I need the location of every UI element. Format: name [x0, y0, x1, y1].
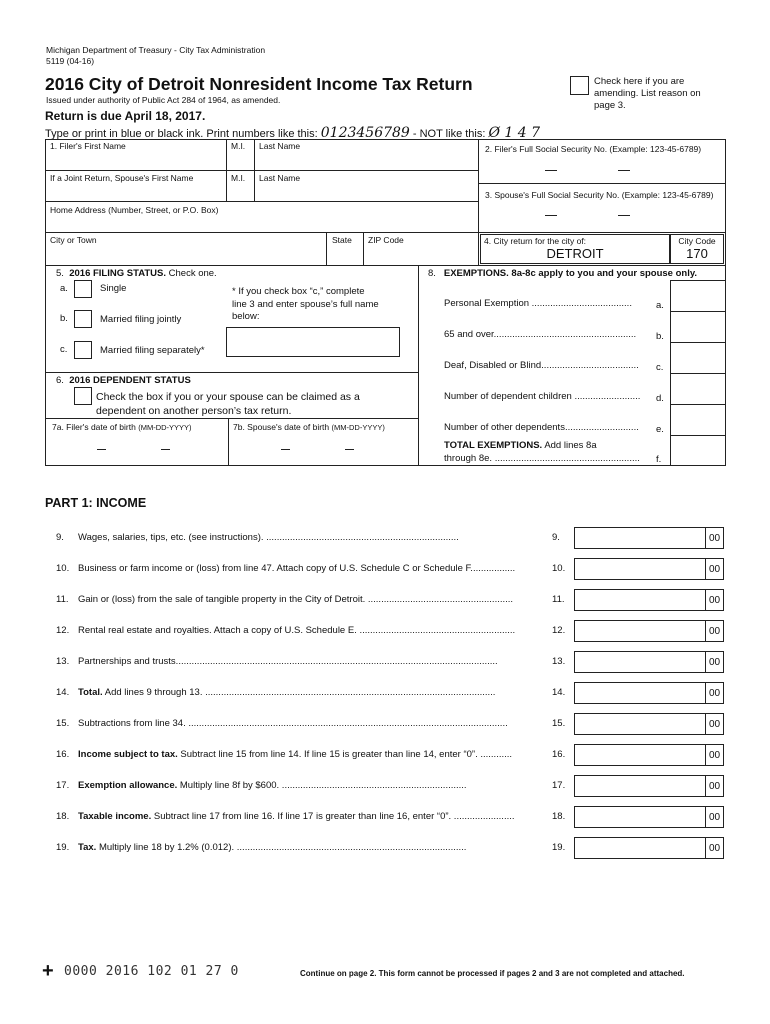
form-number: 5119 (04-16): [46, 56, 95, 66]
first-name-label: 1. Filer's First Name: [50, 141, 126, 151]
income-line: [0, 775, 770, 797]
line-description: [78, 625, 543, 636]
line-bold-label: Taxable income.: [78, 811, 152, 822]
line-ref-number: 11.: [552, 594, 565, 605]
line-ref-number: 15.: [552, 718, 566, 729]
line-number: 10.: [56, 563, 70, 574]
line-description: [78, 842, 543, 853]
income-line: [0, 837, 770, 859]
exemption-row-letter: a.: [656, 300, 664, 311]
line-number: 12.: [56, 625, 70, 636]
exemption-row-label: Personal Exemption ......................................: [444, 298, 632, 309]
line-description: [78, 687, 543, 698]
ink-instructions: Type or print in blue or black ink. Print numbers like this: 0123456789 - NOT like this: Ø 1 4 7: [45, 125, 541, 141]
total-exemptions-letter: f.: [656, 454, 662, 465]
exemption-row-letter: b.: [656, 331, 664, 342]
line-description: [78, 811, 543, 822]
line-description: [78, 780, 543, 791]
amend-checkbox[interactable]: [570, 76, 589, 95]
income-line: [0, 806, 770, 828]
spouse-ssn-label: 3. Spouse's Full Social Security No. (Example: 123-45-6789): [485, 190, 714, 200]
amount-input[interactable]: [574, 775, 724, 797]
city-return-label: 4. City return for the city of:: [484, 236, 587, 246]
line-number: 16.: [56, 749, 70, 760]
amount-input[interactable]: [574, 682, 724, 704]
authority-note: Issued under authority of Public Act 284 of 1964, as amended.: [46, 95, 281, 105]
filing-status-heading: 5. 2016 FILING STATUS. Check one.: [56, 268, 217, 279]
line-description: [78, 656, 543, 667]
line-text: Subtractions from line 34. .........................................................................................................................: [78, 718, 508, 729]
sample-bad-numbers: Ø 1 4 7: [488, 125, 541, 141]
status-c-letter: c.: [60, 344, 68, 355]
total-exemptions-label: TOTAL EXEMPTIONS. Add lines 8a through 8e. .......................................................: [444, 440, 640, 464]
line-text: Subtract line 15 from line 14. If line 15 is greater than line 14, enter “0”. ............: [180, 749, 513, 760]
married-separately-label: Married filing separately*: [100, 345, 205, 356]
line-ref-number: 13.: [552, 656, 566, 667]
status-b-letter: b.: [60, 313, 68, 324]
exemption-row-label: Deaf, Disabled or Blind.....................................: [444, 360, 639, 371]
page-title: 2016 City of Detroit Nonresident Income Tax Return: [45, 74, 473, 94]
income-line: [0, 651, 770, 673]
dependent-checkbox[interactable]: [74, 387, 92, 405]
line-bold-label: Income subject to tax.: [78, 749, 178, 760]
line-text: Multiply line 8f by $600. ......................................................................: [179, 780, 467, 791]
married-jointly-checkbox[interactable]: [74, 310, 92, 328]
cents-field: 00: [705, 652, 723, 672]
exemption-row-letter: d.: [656, 393, 664, 404]
zip-label: ZIP Code: [368, 235, 404, 245]
single-label: Single: [100, 283, 127, 294]
exemption-row-label: Number of other dependents............................: [444, 422, 639, 433]
line-text: Subtract line 17 from line 16. If line 17 is greater than line 16, enter “0”. .......................: [153, 811, 515, 822]
line-ref-number: 19.: [552, 842, 566, 853]
exemption-row-label: Number of dependent children .........................: [444, 391, 641, 402]
line-number: 15.: [56, 718, 70, 729]
amount-input[interactable]: [574, 744, 724, 766]
last-name-field[interactable]: [259, 150, 475, 168]
line-number: 9.: [56, 532, 64, 543]
line-text: Rental real estate and royalties. Attach a copy of U.S. Schedule E. ...........................................................: [78, 625, 516, 636]
first-name-field[interactable]: [50, 143, 224, 169]
line-text: Wages, salaries, tips, etc. (see instructions). .........................................................................: [78, 532, 459, 543]
income-line: [0, 620, 770, 642]
dept-name: Michigan Department of Treasury - City Tax Administration: [46, 45, 266, 55]
amount-input[interactable]: [574, 620, 724, 642]
line-ref-number: 17.: [552, 780, 566, 791]
spouse-name-note: * If you check box “c,” complete line 3 and enter spouse’s full name below:: [232, 286, 379, 322]
line-description: [78, 532, 543, 543]
married-separately-checkbox[interactable]: [74, 341, 92, 359]
scan-line: 0000 2016 102 01 27 0: [64, 964, 239, 979]
cents-field: 00: [705, 776, 723, 796]
line-number: 19.: [56, 842, 70, 853]
filer-dob-label: 7a. Filer's date of birth (MM-DD-YYYY): [52, 422, 192, 432]
line-text: Add lines 9 through 13. ..............................................................................................................: [104, 687, 496, 698]
city-code-value: 170: [686, 246, 708, 261]
last-name-label: Last Name: [259, 141, 301, 151]
line-number: 17.: [56, 780, 70, 791]
spouse-dob-label: 7b. Spouse's date of birth (MM-DD-YYYY): [233, 422, 385, 432]
city-code-label: City Code: [678, 236, 716, 246]
exemption-row-letter: c.: [656, 362, 664, 373]
income-line: [0, 589, 770, 611]
line-number: 14.: [56, 687, 70, 698]
state-label: State: [332, 235, 352, 245]
line-description: [78, 718, 543, 729]
line-number: 18.: [56, 811, 70, 822]
spouse-full-name-field[interactable]: [226, 327, 400, 357]
exemptions-heading: 8. EXEMPTIONS. 8a-8c apply to you and your spouse only.: [428, 268, 698, 279]
spouse-first-name-label: If a Joint Return, Spouse's First Name: [50, 173, 194, 183]
cents-field: 00: [705, 807, 723, 827]
status-a-letter: a.: [60, 283, 68, 294]
line-ref-number: 16.: [552, 749, 566, 760]
cents-field: 00: [705, 590, 723, 610]
cents-field: 00: [705, 528, 723, 548]
cents-field: 00: [705, 559, 723, 579]
line-number: 11.: [56, 594, 69, 605]
mi-label: M.I.: [231, 141, 246, 151]
line-ref-number: 9.: [552, 532, 560, 543]
married-jointly-label: Married filing jointly: [100, 314, 182, 325]
dependent-text: Check the box if you or your spouse can be claimed as a dependent on another person’s tax return.: [96, 391, 360, 417]
amount-input[interactable]: [574, 837, 724, 859]
city-label: City or Town: [50, 235, 97, 245]
cents-field: 00: [705, 714, 723, 734]
continue-note: Continue on page 2. This form cannot be processed if pages 2 and 3 are not completed and attached.: [300, 969, 685, 978]
income-line: [0, 558, 770, 580]
address-label: Home Address (Number, Street, or P.O. Box): [50, 205, 219, 215]
line-bold-label: Tax.: [78, 842, 97, 853]
city-return-value: DETROIT: [546, 246, 604, 261]
line-ref-number: 18.: [552, 811, 566, 822]
income-line: [0, 682, 770, 704]
line-text: Business or farm income or (loss) from line 47. Attach copy of U.S. Schedule C or Schedule F.................: [78, 563, 516, 574]
line-description: [78, 594, 543, 605]
cents-field: 00: [705, 838, 723, 858]
spouse-last-name-label: Last Name: [259, 173, 301, 183]
cents-field: 00: [705, 621, 723, 641]
amount-input[interactable]: [574, 589, 724, 611]
single-checkbox[interactable]: [74, 280, 92, 298]
amount-input[interactable]: [574, 713, 724, 735]
line-ref-number: 12.: [552, 625, 566, 636]
dependent-heading: 6. 2016 DEPENDENT STATUS: [56, 375, 191, 386]
income-line: [0, 744, 770, 766]
exemption-row-letter: e.: [656, 424, 664, 435]
amount-input[interactable]: [574, 558, 724, 580]
line-description: [78, 749, 543, 760]
due-date: Return is due April 18, 2017.: [45, 109, 206, 123]
line-ref-number: 10.: [552, 563, 566, 574]
line-ref-number: 14.: [552, 687, 566, 698]
line-text: Partnerships and trusts..........................................................................................................................: [78, 656, 498, 667]
line-number: 13.: [56, 656, 70, 667]
line-description: [78, 563, 543, 574]
income-line: [0, 713, 770, 735]
sample-good-numbers: 0123456789: [320, 125, 410, 141]
cents-field: 00: [705, 683, 723, 703]
amount-input[interactable]: [574, 806, 724, 828]
plus-marker: +: [42, 960, 54, 982]
income-line: [0, 527, 770, 549]
amount-input[interactable]: [574, 527, 724, 549]
exemption-row-label: 65 and over......................................................: [444, 329, 637, 340]
spouse-mi-label: M.I.: [231, 173, 246, 183]
line-bold-label: Exemption allowance.: [78, 780, 178, 791]
ssn-label: 2. Filer's Full Social Security No. (Example: 123-45-6789): [485, 144, 702, 154]
amount-input[interactable]: [574, 651, 724, 673]
amend-label: Check here if you are amending. List reason on page 3.: [594, 76, 701, 111]
address-field[interactable]: [50, 214, 475, 230]
line-text: Gain or (loss) from the sale of tangible property in the City of Detroit. .......................................................: [78, 594, 514, 605]
line-text: Multiply line 18 by 1.2% (0.012). .......................................................................................: [98, 842, 467, 853]
line-bold-label: Total.: [78, 687, 103, 698]
part1-heading: PART 1: INCOME: [45, 496, 147, 510]
cents-field: 00: [705, 745, 723, 765]
